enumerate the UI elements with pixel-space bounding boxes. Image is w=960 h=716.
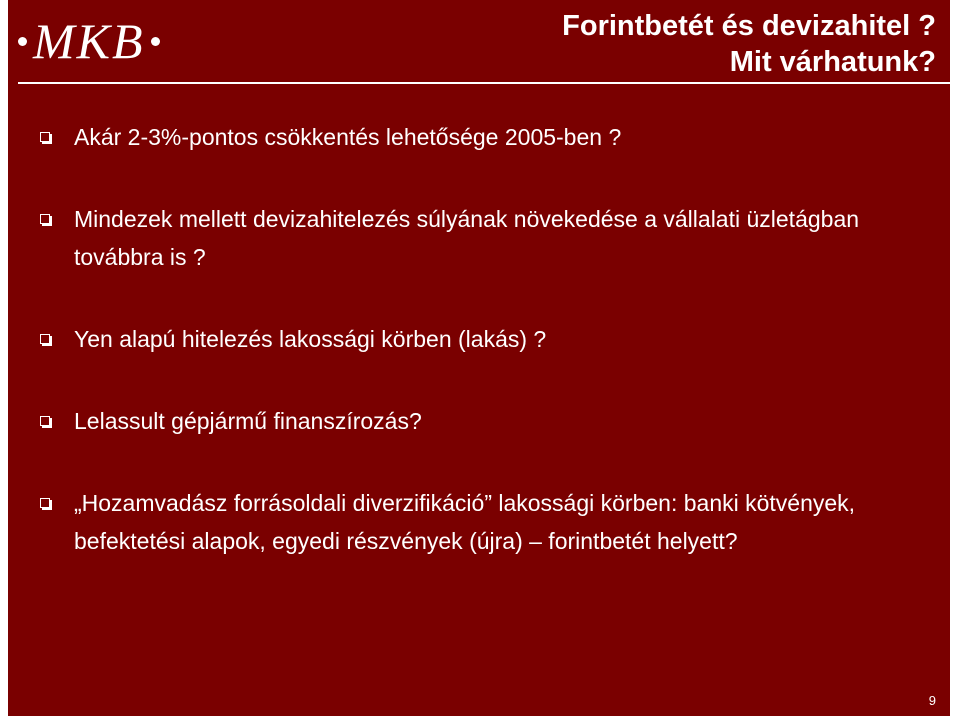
- title-divider: [18, 82, 950, 84]
- checkbox-square-icon: [40, 498, 50, 508]
- bullet-item: [38, 484, 920, 560]
- bullet-item: [38, 200, 920, 276]
- bullet-text: Lelassult gépjármű finanszírozás?: [74, 408, 422, 434]
- bullet-text: „Hozamvadász forrásoldali diverzifikáció” lakossági körben: banki kötvények, befektetési alapok, egyedi részvények (újra) – forintbetét helyett?: [74, 490, 856, 554]
- bullet-item: [38, 118, 920, 156]
- bullet-text: Yen alapú hitelezés lakossági körben (lakás) ?: [74, 326, 547, 352]
- logo-dot-right: [151, 37, 160, 46]
- bullet-item: [38, 320, 920, 358]
- checkbox-square-icon: [40, 334, 50, 344]
- logo-text: MKB: [33, 13, 145, 69]
- bullet-text: Mindezek mellett devizahitelezés súlyának növekedése a vállalati üzletágban továbbra is ?: [74, 206, 860, 270]
- slide-title-line-2: Mit várhatunk?: [729, 46, 936, 78]
- logo-dot-left: [18, 37, 27, 46]
- bullet-item: [38, 402, 920, 440]
- checkbox-square-icon: [40, 214, 50, 224]
- checkbox-square-icon: [40, 132, 50, 142]
- slide: [8, 0, 950, 716]
- page-number: 9: [928, 693, 936, 708]
- slide-title-line-1: Forintbetét és devizahitel ?: [562, 10, 936, 42]
- checkbox-square-icon: [40, 416, 50, 426]
- bullet-list: [38, 118, 920, 560]
- mkb-logo: [18, 6, 160, 76]
- slide-title: [562, 8, 936, 80]
- bullet-text: Akár 2-3%-pontos csökkentés lehetősége 2005-ben ?: [74, 124, 622, 150]
